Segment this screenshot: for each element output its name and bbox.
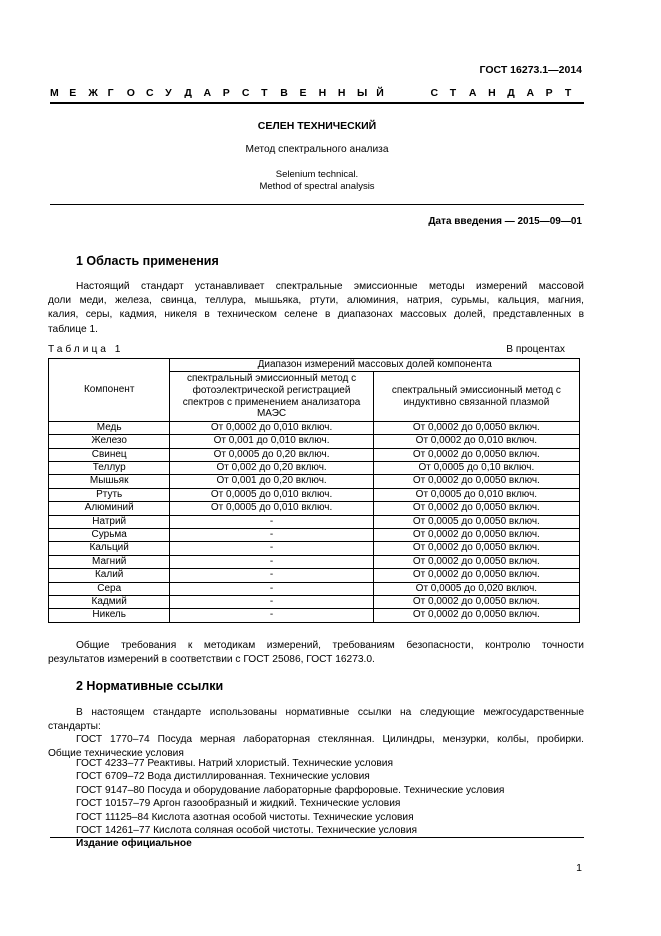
cell-range-icp: От 0,0005 до 0,010 включ. [373, 488, 579, 501]
page-number: 1 [576, 862, 582, 874]
cell-component: Сурьма [49, 529, 170, 542]
section1-paragraph [48, 280, 584, 337]
paragraph-line: таблице 1. [48, 323, 98, 335]
table-row [49, 515, 580, 528]
banner-letter: Д [507, 87, 515, 99]
cell-range-icp: От 0,0002 до 0,010 включ. [373, 435, 579, 448]
section1-heading: 1 Область применения [76, 254, 219, 268]
cell-range-icp: От 0,0002 до 0,0050 включ. [373, 596, 579, 609]
banner-letter: С [145, 87, 154, 99]
table-body [49, 421, 580, 622]
banner-letter: Е [299, 87, 307, 99]
reference-gost-10157: ГОСТ 10157–79 Аргон газообразный и жидкий. Технические условия [76, 798, 401, 809]
banner-letter: О [126, 87, 135, 99]
banner-letter: Р [222, 87, 230, 99]
english-subtitle: Method of spectral analysis [259, 181, 375, 192]
banner-letter: Ж [88, 87, 98, 99]
banner-letter: Т [564, 87, 572, 99]
cell-range-maes: - [170, 609, 373, 622]
reference-gost-11125: ГОСТ 11125–84 Кислота азотная особой чистоты. Технические условия [76, 812, 414, 823]
cell-component: Мышьяк [49, 475, 170, 488]
cell-range-icp: От 0,0002 до 0,0050 включ. [373, 502, 579, 515]
table-row [49, 462, 580, 475]
banner-letter: М [50, 87, 59, 99]
banner-letter: А [526, 87, 535, 99]
banner-letter: Д [184, 87, 192, 99]
banner-letter: Т [449, 87, 457, 99]
cell-component: Ртуть [49, 488, 170, 501]
cell-range-icp: От 0,0005 до 0,10 включ. [373, 462, 579, 475]
cell-range-icp: От 0,0002 до 0,0050 включ. [373, 542, 579, 555]
banner-letter: Й [376, 87, 384, 99]
cell-range-icp: От 0,0002 до 0,0050 включ. [373, 421, 579, 434]
banner-letter: А [468, 87, 477, 99]
cell-component: Кальций [49, 542, 170, 555]
paragraph-line: Настоящий стандарт устанавливает спектральные эмиссионные методы измерений массовой [76, 281, 584, 292]
cell-range-icp: От 0,0002 до 0,0050 включ. [373, 569, 579, 582]
paragraph-line: доли меди, железа, свинца, теллура, мышьяка, ртути, алюминия, натрия, сурьмы, кальция, магния, [48, 295, 584, 307]
reference-gost-14261: ГОСТ 14261–77 Кислота соляная особой чистоты. Технические условия [76, 825, 418, 836]
paragraph-line: В настоящем стандарте использованы нормативные ссылки на следующие межгосударственные [76, 707, 584, 718]
cell-range-icp: От 0,0002 до 0,0050 включ. [373, 609, 579, 622]
table-row [49, 555, 580, 568]
cell-component: Медь [49, 421, 170, 434]
header-rule [50, 102, 584, 104]
interstate-standard-banner [50, 87, 584, 99]
banner-word-interstate [50, 87, 395, 99]
table-row [49, 502, 580, 515]
banner-letter: Н [488, 87, 496, 99]
cell-component: Сера [49, 582, 170, 595]
table-row [49, 488, 580, 501]
cell-range-icp: От 0,0002 до 0,0050 включ. [373, 475, 579, 488]
header-method-icp: спектральный эмиссионный метод с индуктивно связанной плазмой [373, 372, 579, 421]
banner-word-standard [431, 87, 585, 99]
cell-range-maes: - [170, 555, 373, 568]
header-method-maes: спектральный эмиссионный метод с фотоэлектрической регистрацией спектров с применением анализатора МАЭС [170, 372, 373, 421]
cell-range-maes: От 0,0005 до 0,20 включ. [170, 448, 373, 461]
cell-range-maes: - [170, 529, 373, 542]
official-edition-note: Издание официальное [76, 838, 192, 849]
section2-heading: 2 Нормативные ссылки [76, 679, 224, 693]
cell-component: Магний [49, 555, 170, 568]
table-row [49, 435, 580, 448]
cell-range-maes: От 0,001 до 0,20 включ. [170, 475, 373, 488]
document-title: СЕЛЕН ТЕХНИЧЕСКИЙ [257, 120, 377, 132]
table-row [49, 421, 580, 434]
section2-intro [48, 706, 584, 734]
paragraph-line: результатов измерений в соответствии с ГОСТ 25086, ГОСТ 16273.0. [48, 654, 375, 666]
reference-line: ГОСТ 1770–74 Посуда мерная лабораторная стеклянная. Цилиндры, мензурки, колбы, пробирки. [76, 734, 584, 745]
cell-range-maes: От 0,0005 до 0,010 включ. [170, 502, 373, 515]
banner-letter: Г [107, 87, 114, 99]
reference-gost-4233: ГОСТ 4233–77 Реактивы. Натрий хлористый. Технические условия [76, 758, 394, 769]
gost-number: ГОСТ 16273.1—2014 [479, 64, 582, 76]
table-caption: Таблица 1 [48, 344, 124, 355]
table-row [49, 475, 580, 488]
general-requirements-paragraph [48, 639, 584, 667]
cell-component: Натрий [49, 515, 170, 528]
cell-range-maes: От 0,0005 до 0,010 включ. [170, 488, 373, 501]
cell-component: Железо [49, 435, 170, 448]
banner-letter: Т [261, 87, 268, 99]
banner-letter: Ы [357, 87, 368, 99]
cell-range-icp: От 0,0005 до 0,0050 включ. [373, 515, 579, 528]
document-subtitle: Метод спектрального анализа [245, 144, 389, 155]
banner-letter: Е [69, 87, 77, 99]
banner-letter: Р [545, 87, 553, 99]
reference-gost-9147: ГОСТ 9147–80 Посуда и оборудование лабораторные фарфоровые. Технические условия [76, 785, 505, 796]
measurement-range-table [48, 358, 580, 623]
banner-letter: С [430, 87, 439, 99]
reference-gost-6709: ГОСТ 6709–72 Вода дистиллированная. Технические условия [76, 771, 370, 782]
cell-component: Калий [49, 569, 170, 582]
banner-letter: У [165, 87, 172, 99]
cell-range-maes: От 0,002 до 0,20 включ. [170, 462, 373, 475]
cell-component: Алюминий [49, 502, 170, 515]
banner-letter: В [280, 87, 288, 99]
table-row [49, 569, 580, 582]
table-unit: В процентах [506, 344, 565, 355]
title-rule [50, 204, 584, 205]
cell-component: Никель [49, 609, 170, 622]
cell-range-maes: - [170, 582, 373, 595]
introduction-date: Дата введения — 2015—09—01 [428, 216, 582, 227]
table-row [49, 448, 580, 461]
table-row [49, 582, 580, 595]
cell-range-maes: - [170, 596, 373, 609]
cell-component: Свинец [49, 448, 170, 461]
cell-component: Теллур [49, 462, 170, 475]
table-row [49, 609, 580, 622]
table-row [49, 542, 580, 555]
banner-letter: Н [318, 87, 327, 99]
cell-range-icp: От 0,0002 до 0,0050 включ. [373, 529, 579, 542]
cell-range-maes: - [170, 515, 373, 528]
table-row [49, 596, 580, 609]
paragraph-line: стандарты: [48, 721, 101, 733]
cell-component: Кадмий [49, 596, 170, 609]
table-row [49, 529, 580, 542]
cell-range-icp: От 0,0002 до 0,0050 включ. [373, 555, 579, 568]
header-range: Диапазон измерений массовых долей компонента [170, 359, 580, 372]
cell-range-maes: - [170, 569, 373, 582]
reference-line: Общие технические условия [48, 748, 184, 760]
cell-range-maes: От 0,0002 до 0,010 включ. [170, 421, 373, 434]
cell-range-icp: От 0,0002 до 0,0050 включ. [373, 448, 579, 461]
cell-range-maes: - [170, 542, 373, 555]
paragraph-line: Общие требования к методикам измерений, требованиям безопасности, контролю точности [76, 640, 584, 651]
header-component: Компонент [49, 359, 170, 422]
paragraph-line: калия, серы, кадмия, никеля в техническом селене в диапазонах массовых долей, представленных в [48, 309, 584, 321]
cell-range-maes: От 0,001 до 0,010 включ. [170, 435, 373, 448]
banner-letter: А [203, 87, 212, 99]
banner-letter: Н [337, 87, 346, 99]
banner-letter: С [241, 87, 250, 99]
english-title: Selenium technical. [275, 169, 359, 180]
cell-range-icp: От 0,0005 до 0,020 включ. [373, 582, 579, 595]
